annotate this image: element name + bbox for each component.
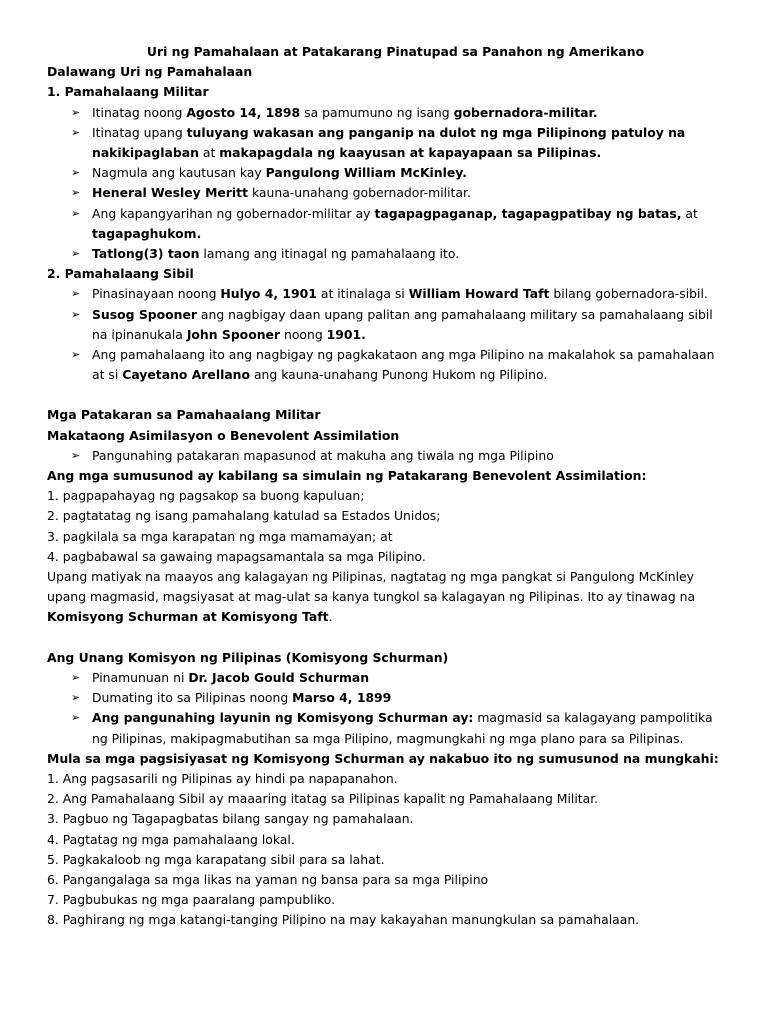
subheading-sibil: 2. Pamahalaang Sibil [47,266,194,282]
list-item: 4. pagbabawal sa gawaing mapagsamantala sa mga Pilipino. [47,548,426,564]
list-item: 6. Pangangalaga sa mga likas na yaman ng bansa para sa mga Pilipino [47,871,489,887]
list-item: 3. pagkilala sa mga karapatan ng mga mamamayan; at [47,528,393,544]
bullet-militar-5: ➢ Ang kapangyarihan ng gobernador-militar ay tagapagpaganap, tagapagpatibay ng batas, at tagapaghukom. [71,205,698,241]
list-item: 1. Ang pagsasarili ng Pilipinas ay hindi pa napapanahon. [47,770,398,786]
subheading-militar: 1. Pamahalaang Militar [47,84,209,100]
paragraph-komisyon: Upang matiyak na maayos ang kalagayan ng Pilipinas, nagtatag ng mga pangkat si Pangulong McKinley upang magmasid, magsiyasat at mag-ulat sa kanya tungkol sa kalagayan ng Pilipinas. Ito ay tinawag na Komisyong Schurman at Komisyong Taft. [47,569,696,625]
list-item: 4. Pagtatag ng mga pamahalaang lokal. [47,831,295,847]
spacer [47,628,724,648]
arrow-bullet-icon: ➢ [71,711,81,725]
bullet-sibil-3: ➢ Ang pamahalaang ito ang nagbigay ng pagkakataon ang mga Pilipino na makalahok sa pamahalaan at si Cayetano Arellano ang kauna-unahang Punong Hukom ng Pilipino. [71,347,715,383]
section-heading-patakaran: Mga Patakaran sa Pamahaalang Militar [47,407,321,423]
arrow-bullet-icon: ➢ [71,247,81,261]
arrow-bullet-icon: ➢ [71,348,81,362]
bullet-schurman-3: ➢ Ang pangunahing layunin ng Komisyong Schurman ay: magmasid sa kalagayang pampolitika ng Pilipinas, makipagmabutihan sa mga Pilipino, magmungkahi ng mga plano para sa Pilipinas. [71,710,713,746]
subheading-benevolent: Makataong Asimilasyon o Benevolent Assimilation [47,427,400,443]
arrow-bullet-icon: ➢ [71,691,81,705]
spacer [47,385,724,405]
bullet-militar-1: ➢ Itinatag noong Agosto 14, 1898 sa pamumuno ng isang gobernadora-militar. [47,103,724,123]
list-item: 2. Ang Pamahalaang Sibil ay maaaring itatag sa Pilipinas kapalit ng Pamahalaang Militar. [47,791,599,807]
bullet-militar-4: ➢ Heneral Wesley Meritt kauna-unahang gobernador-militar. [47,183,724,203]
arrow-bullet-icon: ➢ [71,670,81,684]
document-title: Uri ng Pamahalaan at Patakarang Pinatupad sa Panahon ng Amerikano [146,44,645,59]
benevolent-lead: Ang mga sumusunod ay kabilang sa simulain ng Patakarang Benevolent Assimilation: [47,468,647,484]
bullet-sibil-1: ➢ Pinasinayaan noong Hulyo 4, 1901 at itinalaga si William Howard Taft bilang gobernadora-sibil. [47,284,724,304]
list-item: 7. Pagbubukas ng mga paaralang pampubliko. [47,892,336,908]
arrow-bullet-icon: ➢ [71,206,81,220]
arrow-bullet-icon: ➢ [71,307,81,321]
arrow-bullet-icon: ➢ [71,105,81,119]
arrow-bullet-icon: ➢ [71,186,81,200]
bullet-benevolent-1: ➢ Pangunahing patakaran mapasunod at makuha ang tiwala ng mga Pilipino [47,446,724,466]
list-item: 2. pagtatatag ng isang pamahalang katulad sa Estados Unidos; [47,508,441,524]
section-heading-uri: Dalawang Uri ng Pamahalaan [47,64,253,80]
bullet-militar-6: ➢ Tatlong(3) taon lamang ang itinagal ng pamahalaang ito. [47,244,724,264]
bullet-militar-2: ➢ Itinatag upang tuluyang wakasan ang panganip na dulot ng mga Pilipinong patuloy na nakikipaglaban at makapagdala ng kaayusan at kapayapaan sa Pilipinas. [71,124,686,161]
bullet-schurman-1: ➢ Pinamunuan ni Dr. Jacob Gould Schurman [47,668,724,688]
list-item: 1. pagpapahayag ng pagsakop sa buong kapuluan; [47,488,365,504]
arrow-bullet-icon: ➢ [71,287,81,301]
section-heading-schurman: Ang Unang Komisyon ng Pilipinas (Komisyong Schurman) [47,649,449,665]
bullet-militar-3: ➢ Nagmula ang kautusan kay Pangulong William McKinley. [47,163,724,183]
list-item: 3. Pagbuo ng Tagapagbatas bilang sangay ng pamahalaan. [47,811,414,827]
arrow-bullet-icon: ➢ [71,125,81,139]
list-item: 8. Paghirang ng mga katangi-tanging Pilipino na may kakayahan manungkulan sa pamahalaan. [47,912,640,928]
arrow-bullet-icon: ➢ [71,166,81,180]
bullet-schurman-2: ➢ Dumating ito sa Pilipinas noong Marso 4, 1899 [47,688,724,708]
bullet-sibil-2: ➢ Susog Spooner ang nagbigay daan upang palitan ang pamahalaang military sa pamahalaang sibil na ipinanukala John Spooner noong 1901. [71,306,713,342]
list-item: 5. Pagkakaloob ng mga karapatang sibil para sa lahat. [47,851,385,867]
arrow-bullet-icon: ➢ [71,448,81,462]
schurman-lead: Mula sa mga pagsisiyasat ng Komisyong Schurman ay nakabuo ito ng sumusunod na mungkahi: [47,750,719,766]
